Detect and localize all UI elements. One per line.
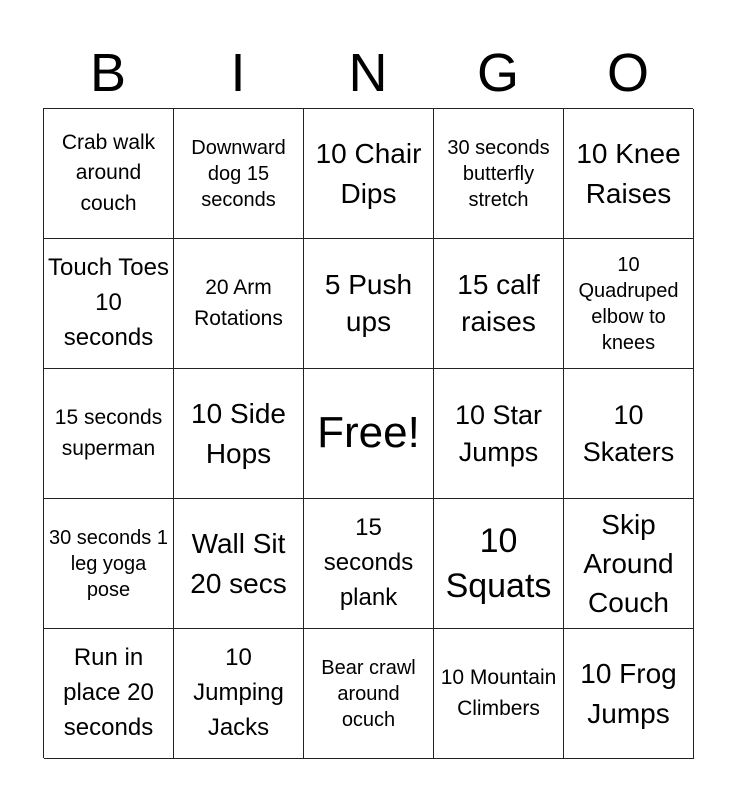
bingo-cell bbox=[564, 369, 694, 499]
cell-text: 30 seconds 1 leg yoga pose bbox=[49, 526, 168, 601]
cell-text: 20 Arm Rotations bbox=[194, 276, 283, 330]
cell-text: 10 Frog Jumps bbox=[580, 658, 677, 729]
header-letter-g: G bbox=[476, 43, 519, 103]
bingo-cell bbox=[434, 109, 564, 239]
bingo-header bbox=[43, 40, 693, 106]
cell-text: 10 Mountain Climbers bbox=[440, 666, 557, 720]
bingo-cell bbox=[304, 629, 434, 759]
cell-text: 10 Quadruped elbow to knees bbox=[578, 253, 679, 354]
header-letter-o: O bbox=[606, 43, 649, 103]
cell-text: 10 Jumping Jacks bbox=[193, 644, 284, 741]
cell-text: Wall Sit 20 secs bbox=[190, 528, 287, 599]
bingo-cell bbox=[174, 629, 304, 759]
bingo-cell bbox=[304, 239, 434, 369]
bingo-cell bbox=[434, 239, 564, 369]
bingo-cell bbox=[304, 109, 434, 239]
bingo-cell-free bbox=[304, 369, 434, 499]
bingo-cell bbox=[44, 239, 174, 369]
cell-text: 10 Knee Raises bbox=[576, 138, 681, 209]
bingo-cell bbox=[174, 109, 304, 239]
cell-text: Run in place 20 seconds bbox=[63, 644, 154, 741]
cell-text: 10 Chair Dips bbox=[315, 138, 422, 209]
bingo-cell bbox=[434, 499, 564, 629]
cell-text: 15 calf raises bbox=[457, 269, 540, 337]
bingo-cell bbox=[174, 369, 304, 499]
bingo-cell bbox=[564, 499, 694, 629]
cell-text: Touch Toes 10 seconds bbox=[48, 254, 169, 351]
cell-text: 5 Push ups bbox=[324, 269, 413, 337]
bingo-cell bbox=[44, 109, 174, 239]
cell-text: Bear crawl around ocuch bbox=[321, 656, 416, 731]
bingo-cell bbox=[44, 499, 174, 629]
bingo-cell bbox=[564, 109, 694, 239]
cell-text: Skip Around Couch bbox=[583, 508, 674, 619]
cell-text: 10 Star Jumps bbox=[454, 400, 543, 467]
free-space-text: Free! bbox=[317, 408, 420, 458]
bingo-cell bbox=[434, 369, 564, 499]
cell-text: 15 seconds plank bbox=[323, 514, 414, 611]
bingo-cell bbox=[174, 499, 304, 629]
header-letter-i: I bbox=[230, 43, 246, 103]
header-letter-n: N bbox=[348, 43, 388, 103]
bingo-cell bbox=[44, 369, 174, 499]
cell-text: 10 Side Hops bbox=[191, 398, 286, 469]
bingo-cell bbox=[304, 499, 434, 629]
bingo-cell bbox=[44, 629, 174, 759]
cell-text: Downward dog 15 seconds bbox=[191, 136, 286, 211]
cell-text: 15 seconds superman bbox=[54, 406, 163, 460]
bingo-cell bbox=[434, 629, 564, 759]
cell-text: 10 Squats bbox=[445, 522, 552, 605]
cell-text: 30 seconds butterfly stretch bbox=[447, 136, 550, 211]
cell-text: Crab walk around couch bbox=[61, 130, 156, 215]
bingo-cell bbox=[564, 239, 694, 369]
header-letter-b: B bbox=[89, 43, 127, 103]
bingo-card-grid bbox=[43, 108, 693, 758]
cell-text: 10 Skaters bbox=[582, 400, 675, 467]
bingo-cell bbox=[174, 239, 304, 369]
bingo-cell bbox=[564, 629, 694, 759]
